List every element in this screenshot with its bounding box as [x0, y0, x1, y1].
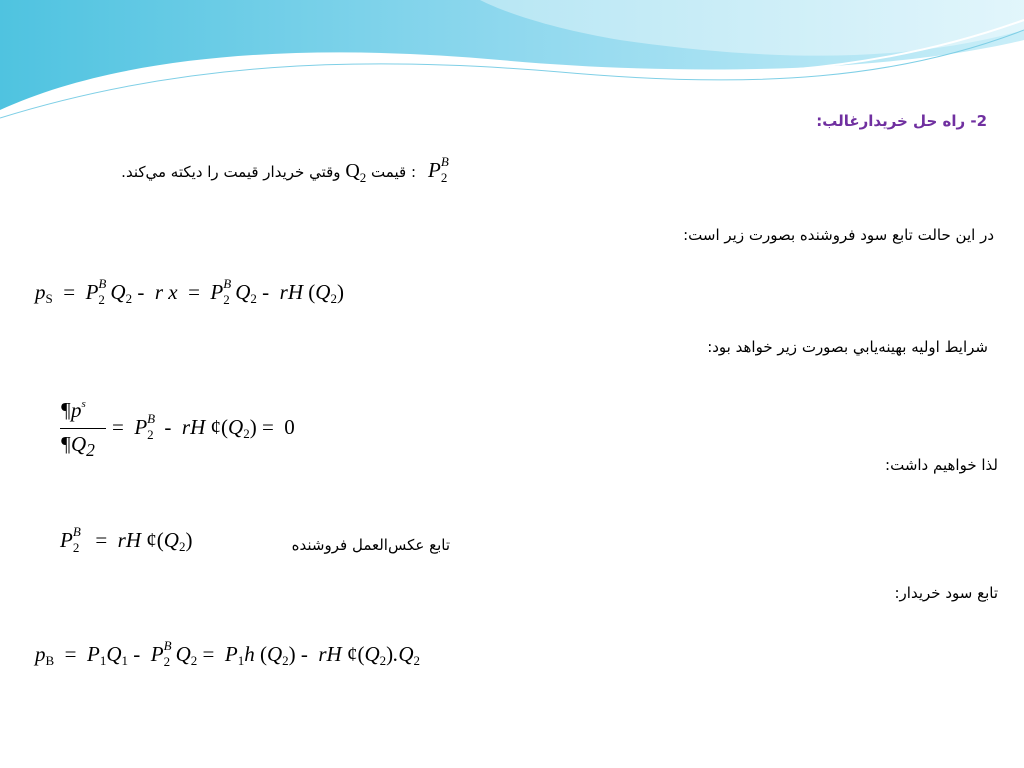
fraction-denominator: $\P Q_2$: [60, 432, 95, 461]
seller-reaction-equation: P B 2 = rH $¢(Q_2)$: [60, 524, 193, 556]
colon: :: [410, 163, 416, 181]
optimality-fraction: [60, 398, 110, 464]
q2-symbol: $Q_2$: [345, 160, 367, 185]
buyer-profit-intro: تابع سود خريدار:: [894, 584, 998, 602]
seller-reaction-label: تابع عكس‌العمل فروشنده: [291, 536, 450, 554]
optimality-conditions-intro: شرايط اوليه بهينه‌يابي بصورت زير خواهد بود:: [707, 338, 988, 356]
seller-profit-intro: در اين حالت تابع سود فروشنده بصورت زير است:: [683, 226, 994, 244]
therefore-text: لذا خواهيم داشت:: [885, 456, 998, 474]
seller-profit-equation: $p_S = P$ B 2 $Q_2$ - r x = P B 2 $Q_2$ - rH $(Q_2)$: [35, 276, 344, 308]
price-definition-text: [121, 160, 416, 186]
section-heading: 2- راه حل خريدارغالب:: [816, 112, 987, 130]
price-word: قيمت: [371, 163, 407, 181]
optimality-equation: = P B 2 - rH $¢(Q_2) = 0$: [112, 411, 295, 443]
fraction-numerator: $\P p^s$: [60, 398, 86, 422]
buyer-profit-equation: $p_B = P_1Q_1 - P$ B 2 $Q_2 = P_1h$ $(Q_2)$ - rH $¢(Q_2).Q_2$: [35, 638, 421, 670]
price-symbol-p2b: P B 2: [428, 154, 449, 186]
fraction-bar: [60, 428, 106, 429]
header-wave-decoration: [0, 0, 1024, 130]
price-description: وقتي خريدار قيمت را ديكته مي‌كند.: [121, 163, 341, 181]
